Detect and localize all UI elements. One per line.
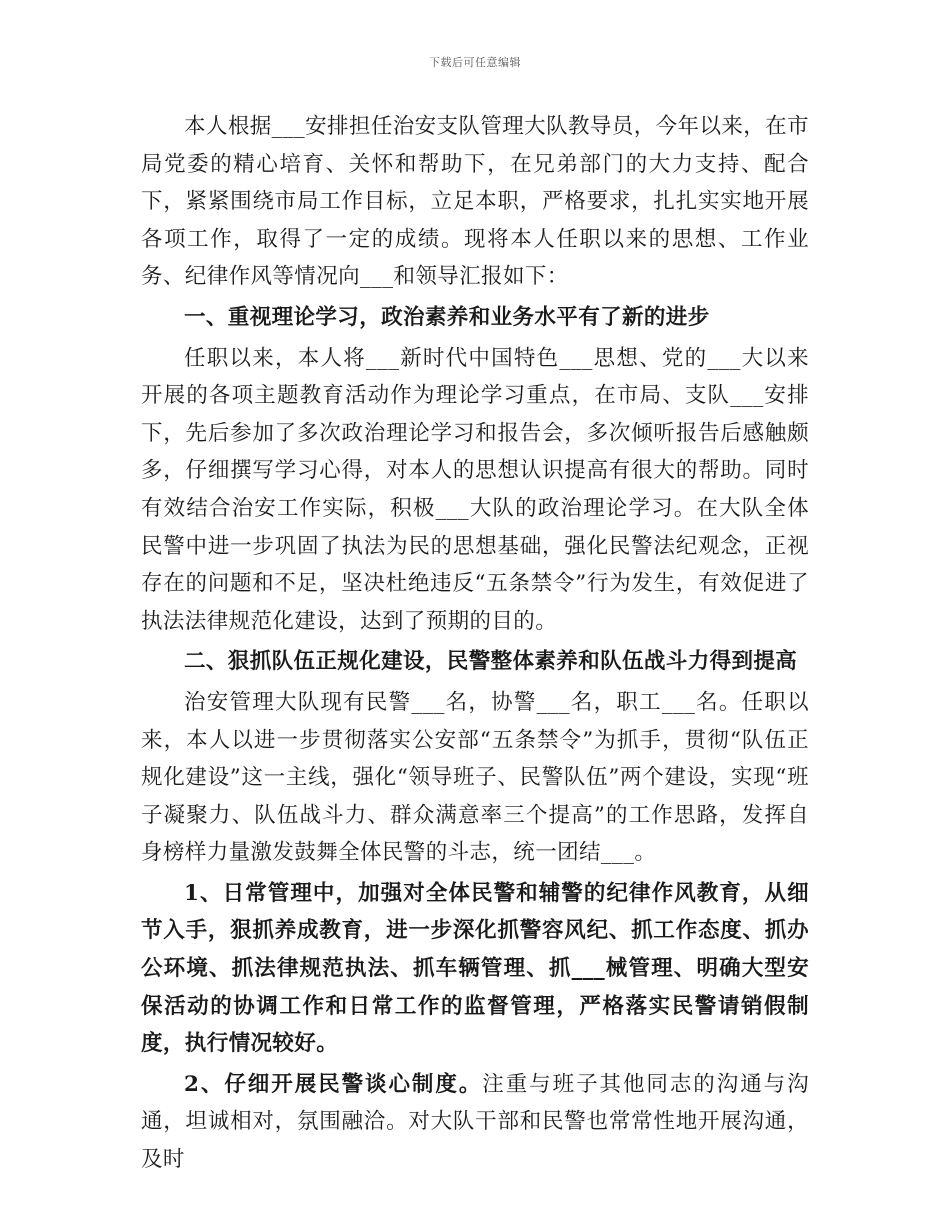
item-2-lead: 2、仔细开展民警谈心制度。: [184, 1071, 483, 1097]
item-2-text: 注重与班子其他同志的沟通与沟通，坦诚相对，氛围融洽。对大队干部和民警也常常性地开展沟通，及时: [141, 1071, 809, 1173]
section-heading-2: 二、狠抓队伍正规化建设，民警整体素养和队伍战斗力得到提高: [184, 649, 798, 675]
page-header: 下载后可任意编辑: [429, 56, 521, 69]
document-body: [141, 108, 809, 1179]
item-2-paragraph: [141, 1066, 809, 1179]
item-1-paragraph: 1、日常管理中，加强对全体民警和辅警的纪律作风教育，从细节入手，狠抓养成教育，进一步深化抓警容风纪、抓工作态度、抓办公环境、抓法律规范执法、抓车辆管理、抓___械管理、明确大型安保活动的协调工作和日常工作的监督管理，严格落实民警请销假制度，执行情况较好。: [141, 880, 809, 1057]
section-heading-1: 一、重视理论学习，政治素养和业务水平有了新的进步: [184, 304, 710, 330]
intro-paragraph: 本人根据___安排担任治安支队管理大队教导员，今年以来，在市局党委的精心培育、关怀和帮助下，在兄弟部门的大力支持、配合下，紧紧围绕市局工作目标，立足本职，严格要求，扎扎实实地开展各项工作，取得了一定的成绩。现将本人任职以来的思想、工作业务、纪律作风等情况向___和领导汇报如下：: [141, 114, 809, 290]
section-1-paragraph: 任职以来，本人将___新时代中国特色___思想、党的___大以来开展的各项主题教育活动作为理论学习重点，在市局、支队___安排下，先后参加了多次政治理论学习和报告会，多次倾听报告后感触颇多，仔细撰写学习心得，对本人的思想认识提高有很大的帮助。同时有效结合治安工作实际，积极___大队的政治理论学习。在大队全体民警中进一步巩固了执法为民的思想基础，强化民警法纪观念，正视存在的问题和不足，坚决杜绝违反“五条禁令”行为发生，有效促进了执法法律规范化建设，达到了预期的目的。: [141, 345, 809, 634]
section-2-paragraph: 治安管理大队现有民警___名，协警___名，职工___名。任职以来，本人以进一步贯彻落实公安部“五条禁令”为抓手，贯彻“队伍正规化建设”这一主线，强化“领导班子、民警队伍”两个建设，实现“班子凝聚力、队伍战斗力、群众满意率三个提高”的工作思路，发挥自身榜样力量激发鼓舞全体民警的斗志，统一团结___。: [141, 689, 809, 866]
